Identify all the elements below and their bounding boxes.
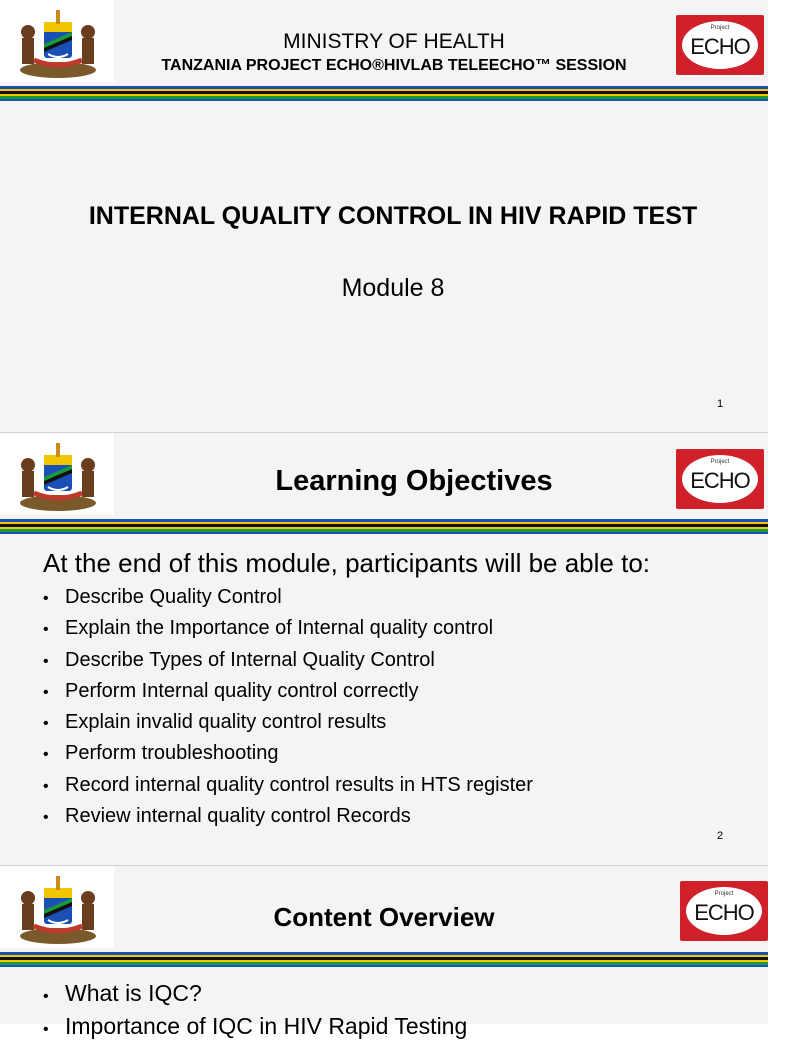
bullet-icon: • bbox=[43, 683, 49, 701]
list-item-text: Describe Types of Internal Quality Control bbox=[65, 648, 435, 671]
module-subtitle: Module 8 bbox=[341, 274, 445, 302]
list-item-text: Perform troubleshooting bbox=[65, 742, 279, 765]
objectives-list bbox=[43, 584, 533, 834]
ministry-header: MINISTRY OF HEALTH bbox=[283, 30, 505, 53]
page-number: 2 bbox=[717, 830, 724, 842]
slide-3 bbox=[0, 866, 768, 1039]
echo-wordmark: ECHO bbox=[690, 468, 750, 493]
list-item-text: Review internal quality control Records bbox=[65, 805, 411, 828]
list-item bbox=[43, 1011, 467, 1044]
echo-project-label: Project bbox=[714, 891, 734, 897]
list-item bbox=[43, 584, 533, 615]
list-item-text: Importance of IQC in HIV Rapid Testing bbox=[65, 1013, 468, 1039]
list-item-text: What is IQC? bbox=[65, 980, 202, 1006]
bullet-icon: • bbox=[43, 777, 49, 795]
slide-2 bbox=[0, 433, 768, 865]
list-item-text: Explain invalid quality control results bbox=[65, 711, 387, 734]
bullet-icon: • bbox=[43, 809, 49, 827]
list-item bbox=[43, 740, 533, 771]
coat-of-arms-logo bbox=[0, 0, 114, 82]
list-item bbox=[43, 678, 533, 709]
bullet-icon: • bbox=[43, 715, 49, 733]
list-item-text: Describe Quality Control bbox=[65, 586, 282, 608]
page-number: 1 bbox=[717, 398, 724, 410]
objectives-intro: At the end of this module, participants will be able to: bbox=[43, 548, 651, 578]
echo-project-label: Project bbox=[710, 25, 730, 31]
slide-title: Learning Objectives bbox=[275, 465, 553, 497]
flag-stripes-divider bbox=[0, 86, 768, 102]
echo-wordmark: ECHO bbox=[694, 900, 754, 925]
tanzania-coat-of-arms-icon bbox=[8, 437, 108, 513]
coat-of-arms-logo bbox=[0, 433, 114, 515]
list-item bbox=[43, 772, 533, 803]
list-item bbox=[43, 709, 533, 740]
list-item-text: Perform Internal quality control correctly bbox=[65, 679, 419, 702]
list-item bbox=[43, 647, 533, 678]
bullet-icon: • bbox=[43, 621, 49, 639]
list-item bbox=[43, 978, 467, 1011]
echo-wordmark: ECHO bbox=[690, 34, 750, 59]
content-overview-list bbox=[43, 978, 467, 1044]
slide-title: Content Overview bbox=[273, 902, 495, 932]
bullet-icon: • bbox=[43, 988, 49, 1005]
flag-stripes-divider bbox=[0, 519, 768, 535]
project-echo-logo bbox=[676, 15, 764, 75]
session-header: TANZANIA PROJECT ECHO®HIVLAB TELEECHO™ SESSION bbox=[161, 57, 627, 74]
list-item bbox=[43, 615, 533, 646]
echo-project-label: Project bbox=[710, 459, 730, 465]
slide-1 bbox=[0, 0, 768, 432]
bullet-icon: • bbox=[43, 746, 49, 764]
bullet-icon: • bbox=[43, 590, 49, 607]
project-echo-logo bbox=[680, 881, 768, 941]
list-item-text: Record internal quality control results in HTS register bbox=[65, 773, 533, 796]
flag-stripes-divider bbox=[0, 952, 768, 968]
list-item bbox=[43, 803, 533, 834]
list-item-text: Explain the Importance of Internal quality control bbox=[65, 617, 494, 640]
project-echo-logo bbox=[676, 449, 764, 509]
tanzania-coat-of-arms-icon bbox=[8, 4, 108, 80]
bullet-icon: • bbox=[43, 652, 49, 670]
presentation-title: INTERNAL QUALITY CONTROL IN HIV RAPID TEST bbox=[88, 202, 698, 230]
bullet-icon: • bbox=[43, 1021, 49, 1038]
